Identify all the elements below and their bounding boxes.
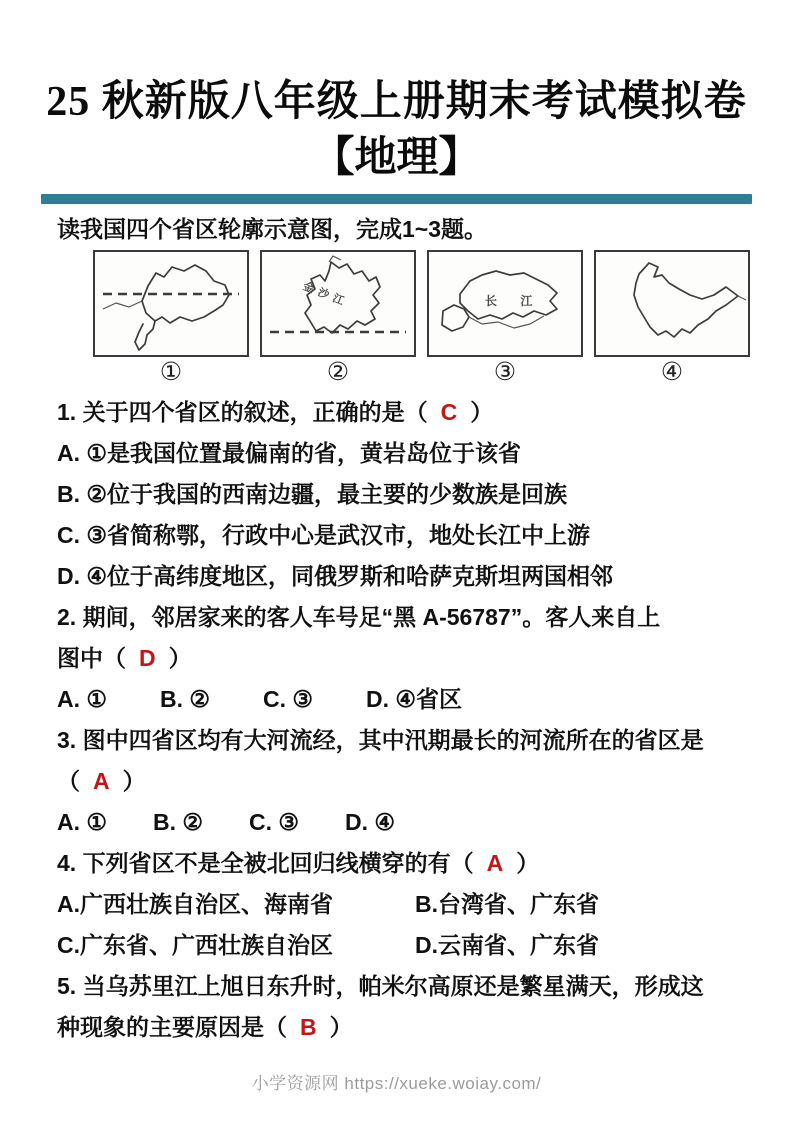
question-3-option-a: A. ① (57, 809, 108, 835)
question-4-answer: A (486, 850, 504, 876)
question-4-option-c: C.广东省、广西壮族自治区 (57, 932, 333, 958)
question-3-answer: A (93, 768, 110, 794)
province-map-3-outline (427, 250, 583, 357)
question-4-options-row1 (57, 884, 745, 925)
question-4-option-b: B.台湾省、广东省 (415, 891, 599, 917)
question-1-option-d: D. ④位于高纬度地区，同俄罗斯和哈萨克斯坦两国相邻 (57, 563, 614, 589)
question-1-stem (57, 392, 745, 433)
province-map-4 (594, 250, 750, 386)
title-prefix: 25 秋新版 (46, 79, 231, 125)
page-title (0, 76, 793, 127)
question-5-text: 种现象的主要原因是 (57, 1014, 264, 1040)
province-map-4-outline (594, 250, 750, 357)
question-5-answer: B (300, 1014, 317, 1040)
map-caption-1: ① (159, 358, 183, 386)
question-5-stem-line2 (57, 1007, 745, 1048)
paren-close: ） (329, 1014, 353, 1040)
guangdong-outline-drawing (95, 252, 247, 355)
question-5-stem-line1: 5. 当乌苏里江上旭日东升时，帕米尔高原还是繁星满天，形成这 (57, 973, 704, 999)
question-1-option-b: B. ②位于我国的西南边疆，最主要的少数族是回族 (57, 481, 568, 507)
question-4-option-a: A.广西壮族自治区、海南省 (57, 891, 333, 917)
paren-open: （ (450, 850, 474, 876)
province-map-2 (260, 250, 416, 386)
map-caption-3: ③ (493, 358, 517, 386)
province-map-3 (427, 250, 583, 386)
question-4-options-row2 (57, 925, 745, 966)
question-2-text: 图中 (57, 645, 103, 671)
question-2-option-b: B. ② (160, 686, 211, 712)
question-1-answer: C (440, 399, 458, 425)
question-1-text: 1. 关于四个省区的叙述，正确的是 (57, 399, 405, 425)
paren-close: ） (470, 399, 494, 425)
divider-bar (41, 194, 752, 204)
question-3-option-d: D. ④ (345, 809, 396, 835)
question-3-option-c: C. ③ (249, 809, 300, 835)
title-main: 八年级上册期末考试模拟卷 (230, 76, 747, 125)
footer-watermark: 小学资源网 https://xueke.woiay.com/ (251, 1074, 542, 1093)
river-label-changjiang: 长 江 (485, 294, 543, 308)
paren-close: ） (122, 768, 146, 794)
question-2-options (57, 679, 745, 720)
question-2-stem-line2 (57, 638, 745, 679)
paren-close: ） (516, 850, 540, 876)
question-3-stem-line1: 3. 图中四省区均有大河流经，其中汛期最长的河流所在的省区是 (57, 727, 704, 753)
question-3-answer-line (57, 761, 745, 802)
province-maps-figure (93, 250, 745, 386)
question-2-answer: D (139, 645, 156, 671)
page-subtitle-subject: 【地理】 (312, 132, 481, 181)
paren-open: （ (404, 399, 428, 425)
question-2-option-c: C. ③ (263, 686, 314, 712)
question-4-text: 4. 下列省区不是全被北回归线横穿的有 (57, 850, 451, 876)
province-map-2-outline (260, 250, 416, 357)
question-1-option-c: C. ③省简称鄂，行政中心是武汉市，地处长江中上游 (57, 522, 591, 548)
paren-open: （ (264, 1014, 287, 1040)
map-caption-4: ④ (660, 358, 684, 386)
province-map-1 (93, 250, 249, 386)
questions-area (57, 392, 745, 1048)
section-intro: 读我国四个省区轮廓示意图，完成1~3题。 (57, 216, 488, 242)
paren-close: ） (168, 645, 192, 671)
page-header (0, 0, 793, 204)
question-1-option-a: A. ①是我国位置最偏南的省，黄岩岛位于该省 (57, 440, 522, 466)
question-2-option-a: A. ① (57, 686, 108, 712)
question-2-stem-line1: 2. 期间，邻居家来的客人车号足“黑 A-56787”。客人来自上 (57, 604, 661, 630)
paren-open: （ (57, 768, 80, 794)
paren-open: （ (103, 645, 126, 671)
question-3-options (57, 802, 745, 843)
river-label-jinshajiang: 金沙江 (301, 280, 351, 310)
question-4-stem (57, 843, 745, 884)
exam-body (0, 213, 793, 1048)
question-4-option-d: D.云南省、广东省 (415, 932, 599, 958)
heilongjiang-outline-drawing (596, 252, 748, 355)
province-map-1-outline (93, 250, 249, 357)
question-2-option-d: D. ④省区 (366, 686, 463, 712)
map-caption-2: ② (326, 358, 350, 386)
question-3-option-b: B. ② (153, 809, 204, 835)
